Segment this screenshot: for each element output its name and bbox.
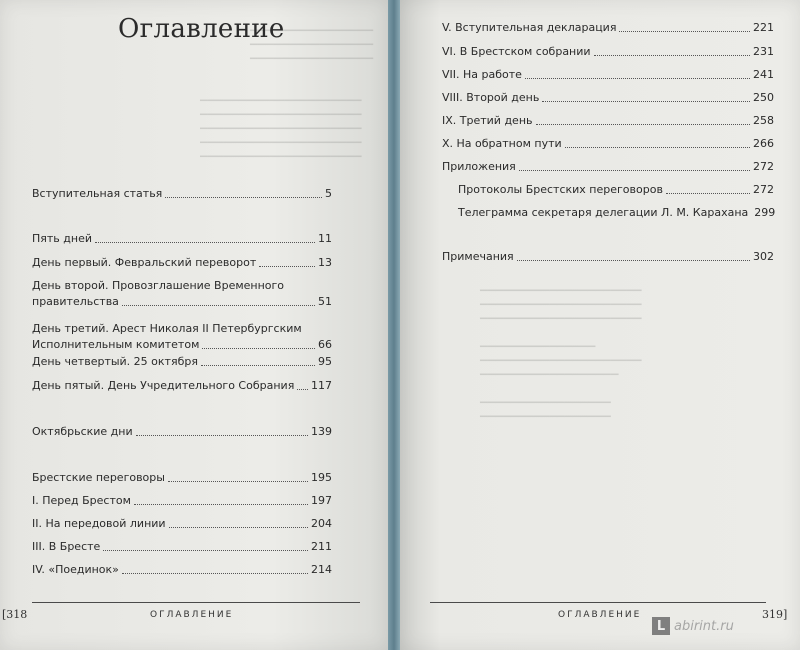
toc-entry[interactable] — [32, 354, 332, 370]
toc-entry-page: 266 — [753, 137, 774, 150]
dot-leader — [201, 364, 315, 366]
toc-entry-title: VII. На работе — [442, 68, 522, 81]
dot-leader — [202, 347, 315, 349]
toc-entry-page: 299 — [754, 206, 776, 219]
right-page — [400, 0, 800, 650]
dot-leader — [168, 480, 308, 482]
toc-entry-title: IV. «Поединок» — [32, 563, 119, 576]
page-number: 319] — [762, 608, 788, 621]
toc-entry[interactable] — [32, 470, 332, 486]
toc-entry-title-line1: День третий. Арест Николая II Петербургским — [32, 322, 302, 335]
toc-entry[interactable] — [442, 113, 774, 129]
toc-entry-page: 95 — [318, 355, 332, 368]
toc-entry-title: III. В Бресте — [32, 540, 101, 553]
toc-entry-title: Вступительная статья — [32, 187, 163, 200]
toc-entry-title: Пять дней — [32, 232, 92, 245]
watermark-stamp — [652, 614, 792, 638]
running-footer: ОГЛАВЛЕНИЕ — [150, 610, 234, 620]
toc-entry[interactable] — [442, 20, 774, 36]
toc-entry[interactable] — [32, 255, 332, 271]
toc-entry-title: День пятый. День Учредительного Собрания — [32, 379, 295, 392]
toc-entry[interactable] — [32, 186, 332, 202]
bleed-through-text: ▔▔▔▔▔▔▔▔▔▔▔▔▔▔▔▔▔▔▔▔▔ ▔▔▔▔▔▔▔▔▔▔▔▔▔▔▔▔▔▔▔▔▔ ▔▔▔▔▔▔▔▔▔▔▔▔▔▔▔▔▔▔▔▔▔ ▔▔▔▔▔▔▔▔▔▔▔▔▔▔▔▔▔▔▔▔▔ ▔▔▔▔▔▔▔▔▔▔▔▔▔▔▔▔▔▔▔▔▔ — [200, 101, 362, 168]
toc-entry-page: 66 — [318, 338, 332, 351]
page-number-value: 318 — [6, 608, 28, 621]
book-spine — [388, 0, 400, 650]
toc-entry-title: II. На передовой линии — [32, 517, 166, 530]
toc-entry[interactable] — [32, 516, 332, 532]
toc-entry-page: 13 — [318, 256, 332, 269]
dot-leader — [525, 77, 750, 79]
dot-leader — [122, 304, 315, 306]
toc-entry-title: правительства — [32, 295, 119, 308]
toc-entry-title: Примечания — [442, 250, 514, 263]
footer-rule — [430, 602, 766, 603]
toc-entry-title: V. Вступительная декларация — [442, 21, 617, 34]
toc-entry-page: 231 — [753, 45, 774, 58]
toc-entry-title: Приложения — [442, 160, 516, 173]
left-page — [0, 0, 388, 650]
toc-entry[interactable] — [32, 562, 332, 578]
toc-entry-title: День четвертый. 25 октября — [32, 355, 198, 368]
dot-leader — [259, 265, 315, 267]
toc-entry-title-line1: День второй. Провозглашение Временного — [32, 279, 285, 292]
dot-leader — [136, 434, 308, 436]
toc-entry-page: 250 — [753, 91, 774, 104]
page-number: [318 — [2, 608, 28, 621]
dot-leader — [95, 241, 315, 243]
page-number-value: 319 — [762, 608, 783, 621]
toc-entry-page: 221 — [753, 21, 774, 34]
toc-entry[interactable] — [32, 321, 332, 353]
toc-entry-page: 204 — [311, 517, 332, 530]
toc-entry[interactable] — [442, 159, 774, 175]
toc-entry[interactable] — [32, 378, 332, 394]
dot-leader — [666, 192, 750, 194]
toc-entry-title: Протоколы Брестских переговоров — [458, 183, 663, 196]
dot-leader — [169, 526, 308, 528]
toc-entry[interactable] — [32, 539, 332, 555]
bleed-through-text: ▔▔▔▔▔▔▔▔▔▔▔▔▔▔▔▔▔▔▔▔▔ ▔▔▔▔▔▔▔▔▔▔▔▔▔▔▔▔▔▔▔▔▔ ▔▔▔▔▔▔▔▔▔▔▔▔▔▔▔▔▔▔▔▔▔ ▔▔▔▔▔▔▔▔▔▔▔▔▔▔▔ ▔▔▔▔▔▔▔▔▔▔▔▔▔▔▔▔▔▔▔▔▔ ▔▔▔▔▔▔▔▔▔▔▔▔▔▔▔▔▔▔ ▔▔▔▔▔▔▔▔▔▔▔▔▔▔▔▔▔ ▔▔▔▔▔▔▔▔▔▔▔▔▔▔▔▔▔ — [480, 291, 642, 428]
toc-entry-page: 272 — [753, 183, 774, 196]
toc-entry-title: I. Перед Брестом — [32, 494, 131, 507]
toc-entry-title: Исполнительным комитетом — [32, 338, 200, 351]
toc-entry[interactable] — [458, 182, 774, 198]
toc-entry[interactable] — [442, 90, 774, 106]
dot-leader — [134, 503, 308, 505]
dot-leader — [619, 30, 750, 32]
toc-entry-title: Октябрьские дни — [32, 425, 133, 438]
toc-entry[interactable] — [458, 205, 774, 221]
toc-entry-title: Телеграмма секретаря делегации Л. М. Карахана — [458, 206, 749, 219]
toc-entry[interactable] — [32, 424, 332, 440]
toc-entry-title: X. На обратном пути — [442, 137, 562, 150]
running-footer: ОГЛАВЛЕНИЕ — [558, 610, 642, 620]
dot-leader — [519, 169, 750, 171]
toc-entry[interactable] — [32, 231, 332, 247]
toc-entry-page: 117 — [311, 379, 332, 392]
footer-rule — [32, 602, 360, 603]
toc-entry-page: 211 — [311, 540, 332, 553]
toc-entry-page: 258 — [753, 114, 774, 127]
dot-leader — [103, 549, 308, 551]
toc-entry[interactable] — [442, 67, 774, 83]
watermark-logo-icon: L — [652, 617, 670, 635]
toc-entry-page: 11 — [318, 232, 332, 245]
toc-entry[interactable] — [32, 278, 332, 310]
bleed-through-text: ▔▔▔▔▔▔▔▔▔▔▔▔▔▔▔▔ ▔▔▔▔▔▔▔▔▔▔▔▔▔▔▔▔ ▔▔▔▔▔▔▔▔▔▔▔▔▔▔▔▔ — [250, 31, 374, 70]
toc-entry-page: 302 — [753, 250, 774, 263]
toc-entry-title: IX. Третий день — [442, 114, 533, 127]
toc-entry-page: 197 — [311, 494, 332, 507]
toc-entry-page: 139 — [311, 425, 332, 438]
toc-entry-page: 51 — [318, 295, 332, 308]
toc-entry-title: VI. В Брестском собрании — [442, 45, 591, 58]
dot-leader — [122, 572, 308, 574]
toc-entry[interactable] — [32, 493, 332, 509]
toc-entry[interactable] — [442, 249, 774, 265]
toc-entry-page: 5 — [325, 187, 332, 200]
toc-entry-page: 214 — [311, 563, 332, 576]
toc-entry-title: Брестские переговоры — [32, 471, 165, 484]
toc-entry-page: 272 — [753, 160, 774, 173]
dot-leader — [165, 196, 322, 198]
toc-entry-title: День первый. Февральский переворот — [32, 256, 257, 269]
toc-entry[interactable] — [442, 44, 774, 60]
toc-entry[interactable] — [442, 136, 774, 152]
dot-leader — [594, 54, 750, 56]
toc-entry-page: 195 — [311, 471, 332, 484]
dot-leader — [542, 100, 750, 102]
toc-entry-title: VIII. Второй день — [442, 91, 540, 104]
toc-entry-page: 241 — [753, 68, 774, 81]
dot-leader — [297, 388, 308, 390]
dot-leader — [565, 146, 750, 148]
watermark-text: abirint.ru — [674, 618, 734, 634]
dot-leader — [536, 123, 751, 125]
dot-leader — [517, 259, 750, 261]
page-title: Оглавление — [118, 14, 285, 44]
